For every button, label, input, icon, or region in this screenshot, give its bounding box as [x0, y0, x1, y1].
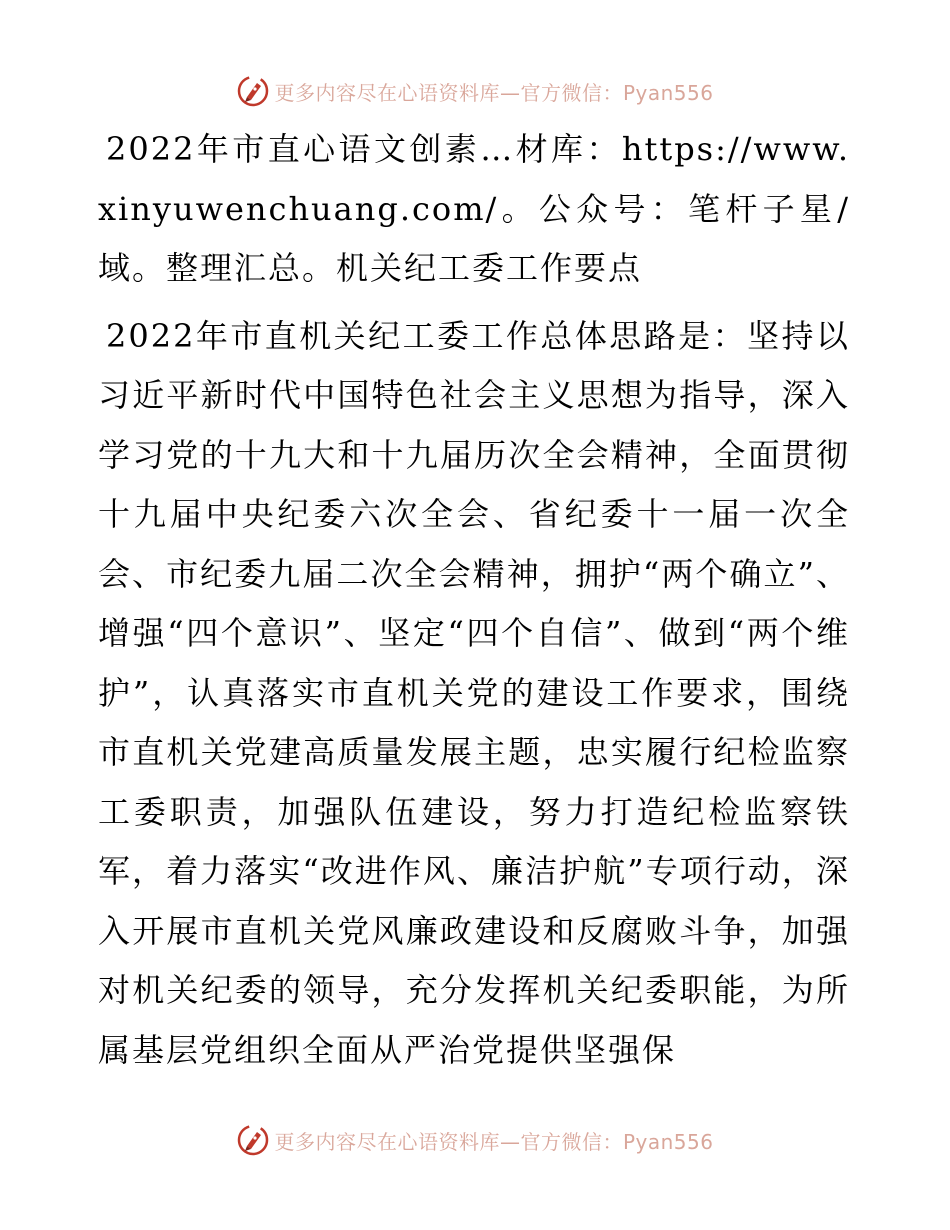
header-watermark — [0, 71, 950, 111]
watermark-text: 更多内容尽在心语资料库—官方微信：Pyan556 — [274, 1129, 714, 1154]
document-body — [98, 120, 850, 1080]
intro-paragraph: 2022年市直心语文创素…材库：https://www.xinyuwenchuang.com/。公众号：笔杆子星/域。整理汇总。机关纪工委工作要点 — [98, 130, 850, 287]
body-paragraph: 2022年市直机关纪工委工作总体思路是：坚持以习近平新时代中国特色社会主义思想为指导，深入学习党的十九大和十九届历次全会精神，全面贯彻十九届中央纪委六次全会、省纪委十一届一次全会、市纪委九届二次全会精神，拥护“两个确立”、增强“四个意识”、坚定“四个自信”、做到“两个维护”，认真落实市直机关党的建设工作要求，围绕市直机关党建高质量发展主题，忠实履行纪检监察工委职责，加强队伍建设，努力打造纪检监察铁军，着力落实“改进作风、廉洁护航”专项行动，深入开展市直机关党风廉政建设和反腐败斗争，加强对机关纪委的领导，充分发挥机关纪委职能，为所属基层党组织全面从严治党提供坚强保 — [98, 316, 850, 1069]
watermark-text: 更多内容尽在心语资料库—官方微信：Pyan556 — [274, 80, 714, 105]
pen-nib-logo-icon — [236, 1123, 270, 1157]
pen-nib-logo-icon — [236, 74, 270, 108]
footer-watermark — [0, 1120, 950, 1160]
